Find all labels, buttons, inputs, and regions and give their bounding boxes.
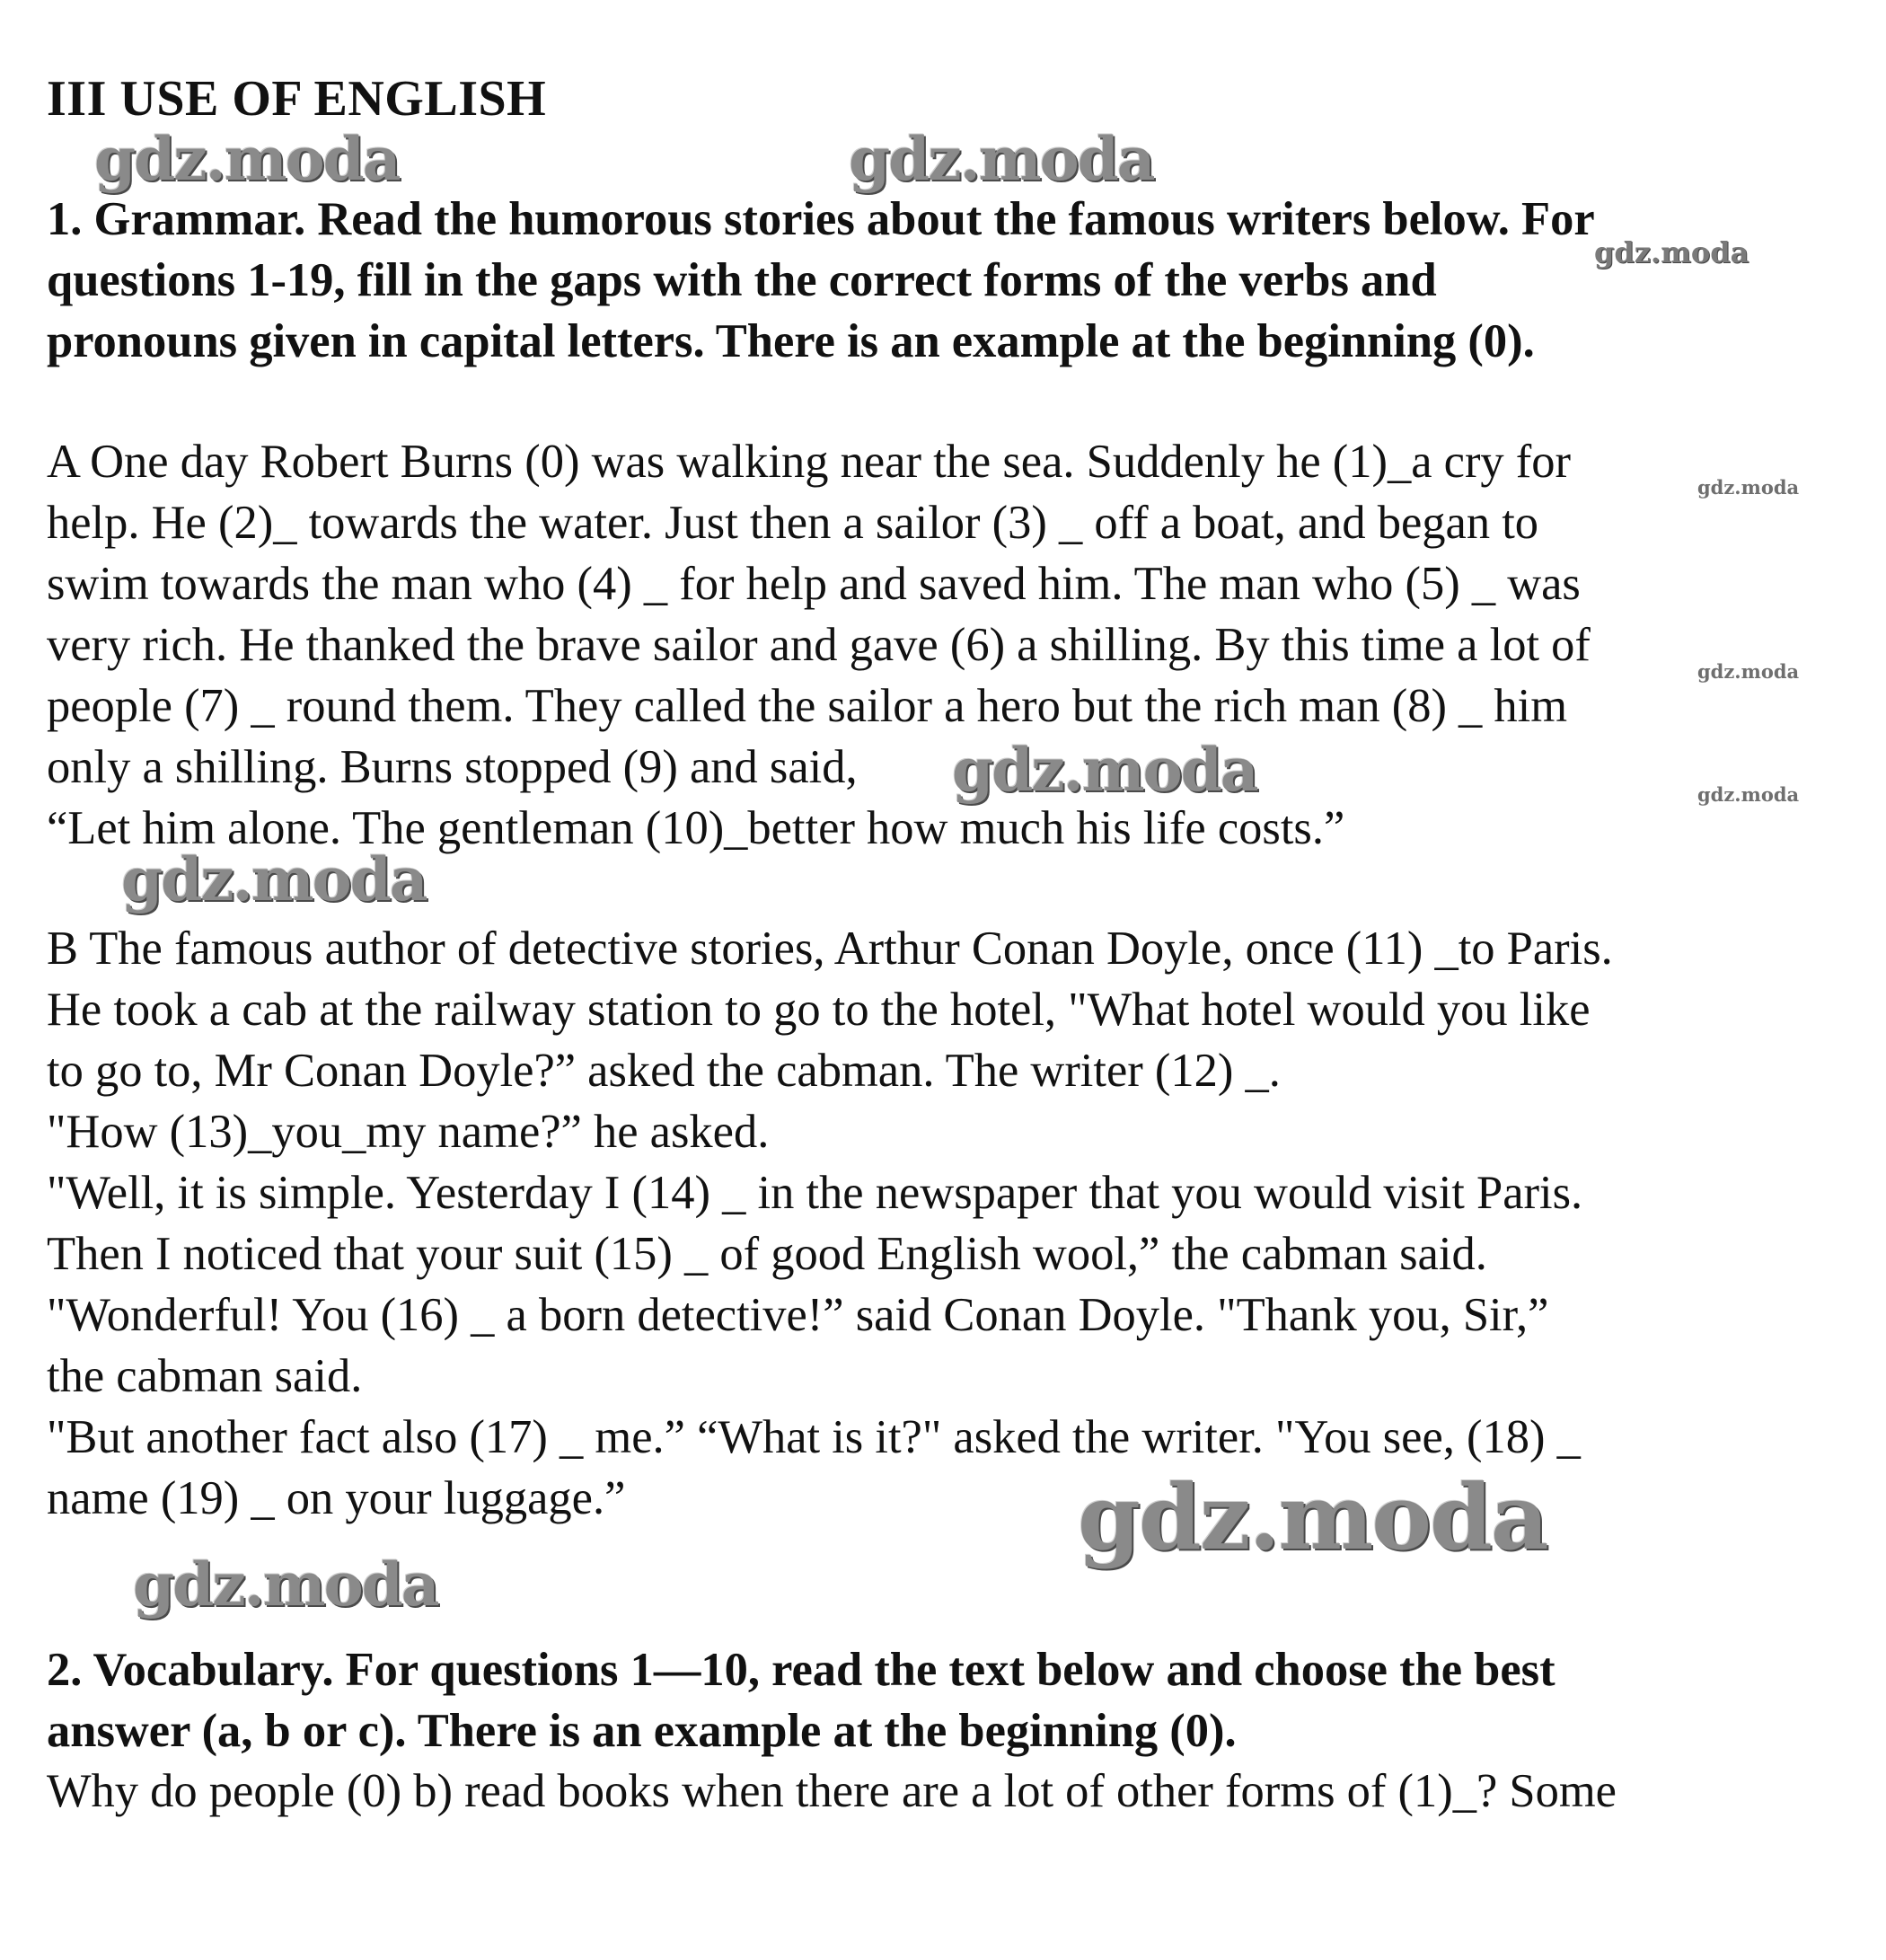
watermark: gdz.moda xyxy=(1594,235,1749,269)
story-b-line: "Wonderful! You (16) _ a born detective!” said Conan Doyle. "Thank you, Sir,” xyxy=(47,1289,1549,1341)
story-b-line: Then I noticed that your suit (15) _ of good English wool,” the cabman said. xyxy=(47,1228,1487,1280)
task1-heading-line: 1. Grammar. Read the humorous stories about the famous writers below. For xyxy=(47,193,1595,245)
task2-heading xyxy=(47,1639,1852,1761)
story-b-line: He took a cab at the railway station to go to the hotel, "What hotel would you like xyxy=(47,984,1591,1036)
story-b-line: "But another fact also (17) _ me.” “What is it?" asked the writer. "You see, (18) _ xyxy=(47,1411,1581,1463)
task1-heading xyxy=(47,189,1852,372)
watermark: gdz.moda xyxy=(94,124,400,194)
watermark: gdz.moda xyxy=(1697,476,1800,499)
story-a-line: help. He (2)_ towards the water. Just then a sailor (3) _ off a boat, and began to xyxy=(47,497,1539,549)
story-b xyxy=(47,918,1852,1529)
story-b-line: "Well, it is simple. Yesterday I (14) _ in the newspaper that you would visit Paris. xyxy=(47,1167,1583,1219)
story-a-line: people (7) _ round them. They called the sailor a hero but the rich man (8) _ him xyxy=(47,680,1568,732)
watermark: gdz.moda xyxy=(952,735,1257,805)
task2-heading-line: answer (a, b or c). There is an example at the beginning (0). xyxy=(47,1705,1237,1757)
watermark: gdz.moda xyxy=(121,844,427,914)
watermark: gdz.moda xyxy=(1078,1464,1547,1570)
story-a-line: swim towards the man who (4) _ for help and saved him. The man who (5) _ was xyxy=(47,558,1581,610)
story-a-line: A One day Robert Burns (0) was walking near the sea. Suddenly he (1)_a cry for xyxy=(47,436,1572,488)
watermark: gdz.moda xyxy=(133,1549,438,1620)
watermark: gdz.moda xyxy=(1697,660,1800,683)
story-a-line: very rich. He thanked the brave sailor and gave (6) a shilling. By this time a lot of xyxy=(47,619,1591,671)
watermark: gdz.moda xyxy=(849,124,1154,194)
story-a xyxy=(47,431,1852,859)
story-b-line: the cabman said. xyxy=(47,1350,363,1402)
section-title: III USE OF ENGLISH xyxy=(47,71,547,127)
story-b-line: to go to, Mr Conan Doyle?” asked the cabman. The writer (12) _. xyxy=(47,1045,1281,1097)
task1-heading-line: pronouns given in capital letters. There is an example at the beginning (0). xyxy=(47,315,1535,367)
task1-heading-line: questions 1-19, fill in the gaps with the correct forms of the verbs and xyxy=(47,254,1437,306)
story-b-line: B The famous author of detective stories, Arthur Conan Doyle, once (11) _to Paris. xyxy=(47,923,1613,975)
story-b-line: name (19) _ on your luggage.” xyxy=(47,1472,626,1524)
story-a-line: “Let him alone. The gentleman (10)_better how much his life costs.” xyxy=(47,802,1345,854)
story-a-line: only a shilling. Burns stopped (9) and said, xyxy=(47,741,858,793)
task2-text xyxy=(47,1761,1852,1822)
task2-text-line: Why do people (0) b) read books when there are a lot of other forms of (1)_? Some xyxy=(47,1765,1617,1817)
watermark: gdz.moda xyxy=(1697,783,1800,806)
story-b-line: "How (13)_you_my name?” he asked. xyxy=(47,1106,770,1158)
task2-heading-line: 2. Vocabulary. For questions 1—10, read the text below and choose the best xyxy=(47,1644,1556,1696)
